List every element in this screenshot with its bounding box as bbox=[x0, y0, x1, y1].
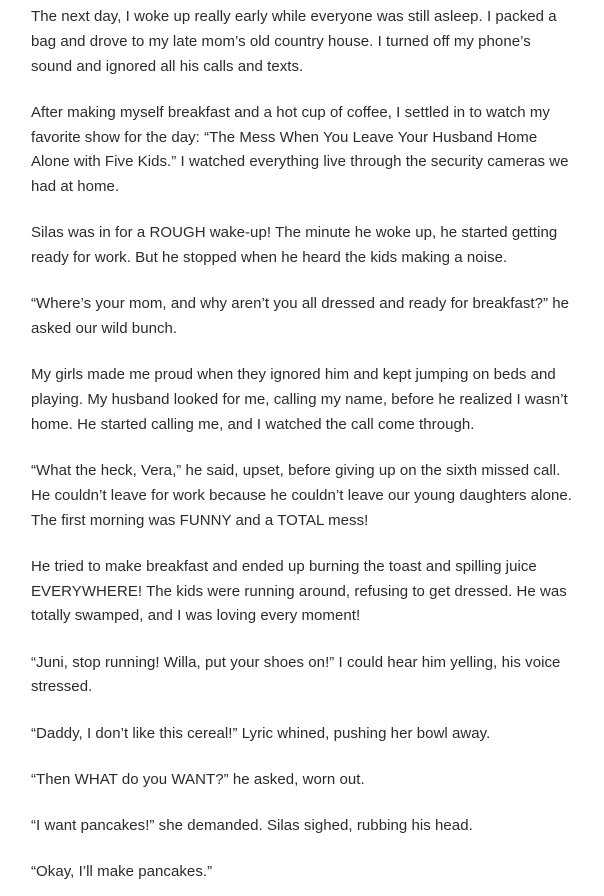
paragraph: “What the heck, Vera,” he said, upset, before giving up on the sixth missed call. He couldn’t leave for work because he couldn’t leave our young daughters alone. The first morning was FUNNY and a TOTAL mess! bbox=[31, 462, 572, 529]
paragraph: “Okay, I’ll make pancakes.” bbox=[31, 863, 213, 881]
paragraph: “I want pancakes!” she demanded. Silas sighed, rubbing his head. bbox=[31, 817, 473, 835]
paragraph: “Where’s your mom, and why aren’t you all dressed and ready for breakfast?” he asked our wild bunch. bbox=[31, 295, 570, 338]
paragraph: Silas was in for a ROUGH wake-up! The minute he woke up, he started getting ready for work. But he stopped when he heard the kids making a noise. bbox=[31, 224, 558, 267]
paragraph: “Juni, stop running! Willa, put your shoes on!” I could hear him yelling, his voice stressed. bbox=[31, 653, 561, 696]
paragraph: He tried to make breakfast and ended up burning the toast and spilling juice EVERYWHERE! The kids were running around, refusing to get dressed. He was totally swamped, and I was loving every moment! bbox=[31, 557, 567, 625]
paragraph: “Daddy, I don’t like this cereal!” Lyric whined, pushing her bowl away. bbox=[31, 724, 491, 742]
paragraph: The next day, I woke up really early while everyone was still asleep. I packed a bag and drove to my late mom’s old country house. I turned off my phone’s sound and ignored all his calls and texts. bbox=[31, 8, 557, 75]
paragraph: After making myself breakfast and a hot cup of coffee, I settled in to watch my favorite show for the day: “The Mess When You Leave Your Husband Home Alone with Five Kids.” I watched everything live through the security cameras we had at home. bbox=[31, 103, 569, 196]
paragraph: “Then WHAT do you WANT?” he asked, worn out. bbox=[31, 770, 365, 788]
paragraph: My girls made me proud when they ignored him and kept jumping on beds and playing. My husband looked for me, calling my name, before he realized I wasn’t home. He started calling me, and I watched the call come through. bbox=[31, 366, 568, 433]
